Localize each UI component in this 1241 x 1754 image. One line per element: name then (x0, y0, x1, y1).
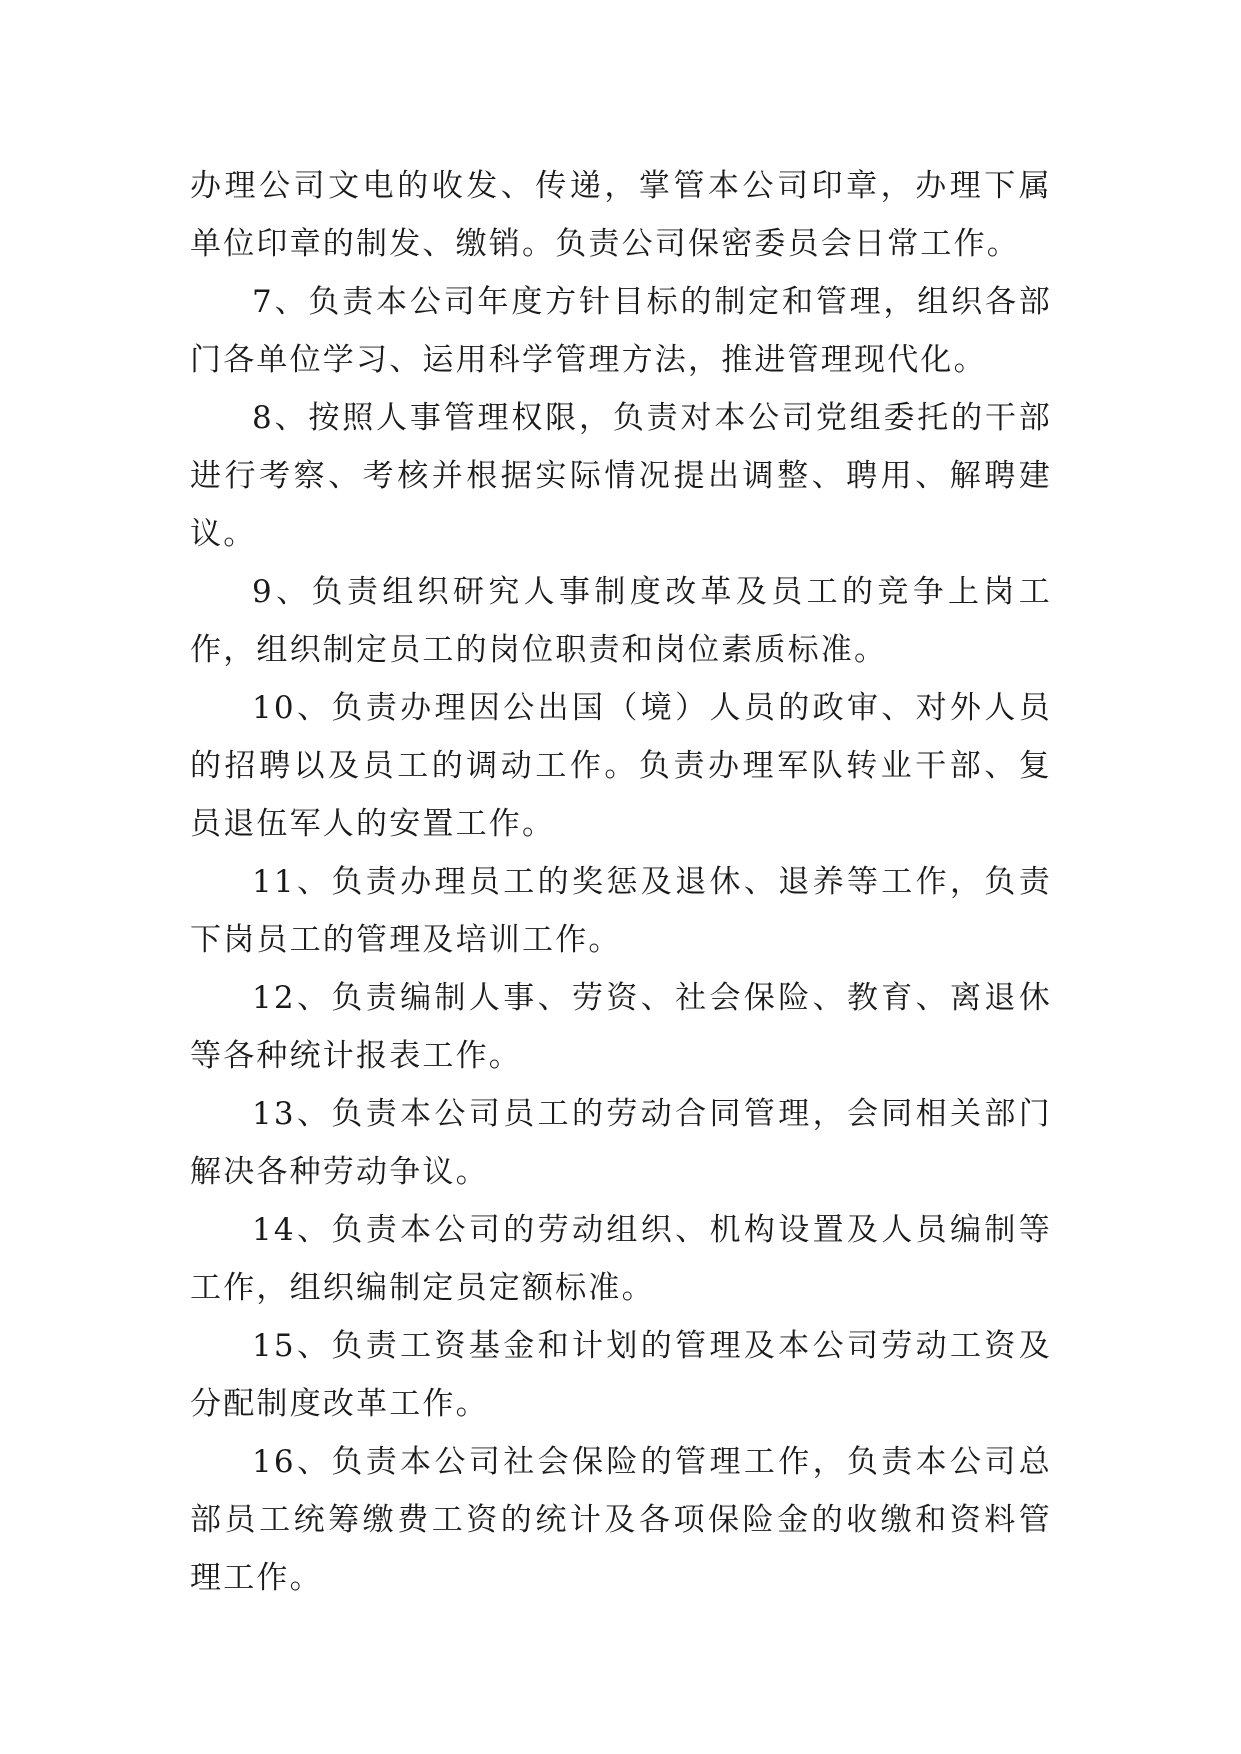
paragraph-item-13: 13、负责本公司员工的劳动合同管理，会同相关部门解决各种劳动争议。 (190, 1096, 1052, 1190)
paragraph-item-10: 10、负责办理因公出国（境）人员的政审、对外人员的招聘以及员工的调动工作。负责办理军队转业干部、复员退伍军人的安置工作。 (190, 690, 1052, 842)
document-body (190, 157, 1052, 1607)
paragraph-item-7: 7、负责本公司年度方针目标的制定和管理，组织各部门各单位学习、运用科学管理方法，推进管理现代化。 (190, 284, 1052, 378)
paragraph-item-9: 9、负责组织研究人事制度改革及员工的竞争上岗工作，组织制定员工的岗位职责和岗位素质标准。 (190, 574, 1052, 668)
paragraph-item-12: 12、负责编制人事、劳资、社会保险、教育、离退休等各种统计报表工作。 (190, 980, 1052, 1074)
paragraph-item-14: 14、负责本公司的劳动组织、机构设置及人员编制等工作，组织编制定员定额标准。 (190, 1212, 1052, 1306)
paragraph-item-11: 11、负责办理员工的奖惩及退休、退养等工作，负责下岗员工的管理及培训工作。 (190, 864, 1052, 958)
paragraph-item-8: 8、按照人事管理权限，负责对本公司党组委托的干部进行考察、考核并根据实际情况提出调整、聘用、解聘建议。 (190, 400, 1052, 552)
paragraph-item-15: 15、负责工资基金和计划的管理及本公司劳动工资及分配制度改革工作。 (190, 1328, 1052, 1422)
paragraph-item-16: 16、负责本公司社会保险的管理工作，负责本公司总部员工统筹缴费工资的统计及各项保险金的收缴和资料管理工作。 (190, 1444, 1052, 1596)
paragraph-continuation: 办理公司文电的收发、传递，掌管本公司印章，办理下属单位印章的制发、缴销。负责公司保密委员会日常工作。 (190, 168, 1052, 262)
